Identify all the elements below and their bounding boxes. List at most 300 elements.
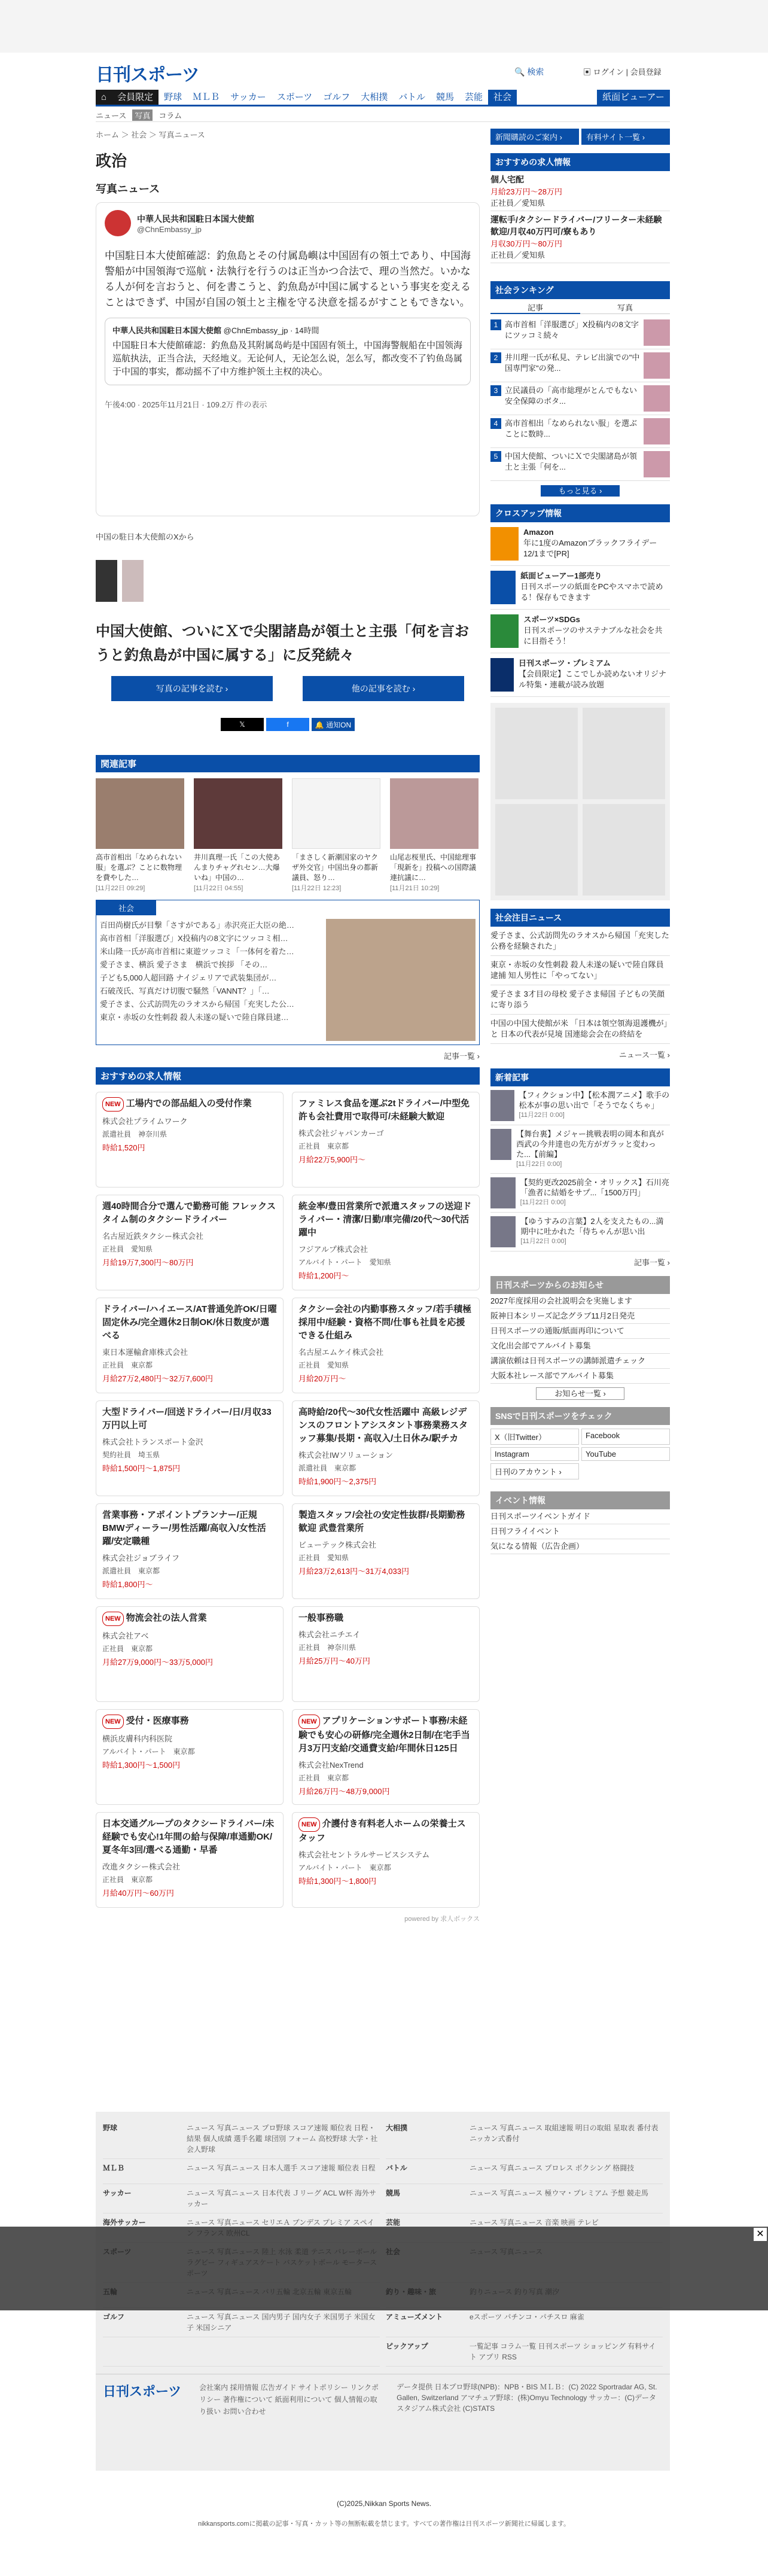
job-type: 正社員 東京都	[102, 1361, 153, 1369]
job-card[interactable]	[292, 1195, 480, 1290]
global-nav	[96, 90, 670, 106]
job-card[interactable]	[96, 1709, 284, 1805]
ranking-text: 高市首相「洋服選び」X投稿内の8文字にツッコミ続々	[505, 320, 639, 340]
list-item[interactable]: 東京・赤坂の女性刺殺 殺人未遂の疑いで陸自隊員逮捕 知人男性に「やってない」	[490, 956, 670, 985]
gnav-item[interactable]: スポーツ	[276, 92, 313, 102]
footer-group-title[interactable]: 海外サッカー	[103, 2218, 146, 2227]
job-type: 正社員 神奈川県	[298, 1643, 356, 1652]
cross-image	[490, 658, 514, 692]
tweet-meta: 午後4:00 · 2025年11月21日 · 109.2万 件の表示	[105, 400, 267, 409]
social-news-title: 社会注目ニュース	[490, 909, 670, 927]
job-card[interactable]	[96, 1400, 284, 1496]
cross-image	[490, 614, 519, 648]
footer-group-links[interactable]: ニュース 写真ニュース 日本代表 Ｊリーグ ACL W杯 海外サッカー	[187, 2189, 377, 2208]
cross-item-text: 日刊スポーツのサステナブルな社会を共に目指そう！	[523, 626, 663, 645]
social-image[interactable]	[326, 919, 476, 1041]
top-ad-area	[0, 0, 768, 53]
job-pay: 時給1,300円〜1,500円	[102, 1761, 181, 1770]
job-type: アルバイト・パート 東京都	[102, 1747, 195, 1756]
job-title: 高時給/20代〜30代女性活躍中 高級レジデンスのフロントアシスタント事務業務スタッフ募集/長期・高収入/土日休み/駅チカ	[298, 1407, 468, 1444]
list-item[interactable]: 中国の中国大使館が米 「日本は領空領海退護機が」と 日本の代表が見境 国連総会会在の終結を	[490, 1015, 670, 1044]
copyright: (C)2025,Nikkan Sports News.	[336, 2499, 432, 2508]
tab-social[interactable]: 社会	[96, 900, 156, 915]
ranking-title: 社会ランキング	[490, 281, 670, 299]
job-card[interactable]	[96, 1812, 284, 1908]
related-card-title: 山尾志桜里氏、中国総理事「現新を」投稿への国際議連抗議に…	[390, 853, 477, 882]
copyright-notice: nikkansports.comに掲載の記事・写真・カット等の無断転載を禁じます。すべての著作権は日刊スポーツ新聞社に帰属します。	[197, 2520, 571, 2528]
new-arrivals-title: 新着記事	[490, 1068, 670, 1086]
footer-group-links[interactable]	[187, 2341, 380, 2362]
info-item[interactable]: 2027年度採用の会社説明会を実施します	[490, 1294, 670, 1309]
read-photo-article-button[interactable]: 写真の記事を読む ›	[111, 676, 273, 701]
list-item[interactable]: 石破茂氏、写真だけ切腹で騒然「VANNT？」「…	[100, 986, 270, 995]
list-item[interactable]: 愛子さま、公式訪問先のラオスから帰国「充実した公務を経験された」	[490, 927, 670, 956]
youtube-link[interactable]: YouTube	[581, 1447, 670, 1461]
news-date: [11月22日 0:00]	[520, 1199, 566, 1206]
job-type: 正社員 東京都	[298, 1774, 349, 1782]
footer-group-links[interactable]: ニュース 写真ニュース プロレス ボクシング 格闘技	[470, 2164, 635, 2172]
news-title: 【契約更改2025前全・オリックス】石川亮「漁者に結婚をサプ...「1500万円」	[520, 1178, 669, 1197]
list-item[interactable]: 子ども5,000人超回路 ナイジェリアで武装集団が…	[100, 973, 277, 982]
job-type: 正社員 東京都	[298, 1142, 349, 1150]
photo-thumbnails	[96, 560, 480, 602]
gnav-item[interactable]: バトル	[398, 92, 425, 102]
related-image	[194, 778, 282, 849]
job-title: NEW 介護付き有料老人ホームの栄養士スタッフ	[298, 1819, 466, 1843]
job-pay: 月給22万5,900円〜	[298, 1155, 365, 1164]
job-type: アルバイト・パート 愛知県	[298, 1258, 391, 1266]
job-title: NEW 物流会社の法人営業	[102, 1612, 277, 1626]
facebook-share-button[interactable]: f	[266, 718, 309, 731]
search-link[interactable]: 🔍 検索	[514, 67, 544, 77]
list-item[interactable]: 百田尚樹氏が目撃「さすがである」赤沢亮正大臣の絶…	[100, 921, 295, 930]
jobs-grid	[96, 1092, 480, 1908]
footer-group-title[interactable]: 野球	[103, 2124, 118, 2132]
info-more-button[interactable]: お知らせ一覧 ›	[536, 1387, 624, 1400]
job-title: ファミレス食品を運ぶ2tドライバー/中型免許も会社費用で取得可/未経験大歓迎	[298, 1098, 470, 1122]
side-job[interactable]	[490, 171, 670, 211]
news-item[interactable]	[490, 1125, 670, 1174]
x-share-button[interactable]: 𝕏	[221, 718, 264, 731]
job-type: 契約社員 埼玉県	[102, 1451, 160, 1459]
job-type: 正社員 東京都	[102, 1645, 153, 1653]
ranking-text: 高市首相出「なめられない服」を選ぶことに数時...	[505, 419, 638, 439]
photo-caption: 中国の駐日本大使館のXから	[96, 532, 194, 541]
home-icon[interactable]: ⌂	[96, 90, 112, 105]
job-pay: 時給1,900円〜2,375円	[298, 1477, 377, 1486]
footer-group	[386, 2308, 663, 2337]
footer-group-title[interactable]: ピックアップ	[386, 2342, 428, 2350]
job-company: 株式会社プライムワーク	[102, 1117, 188, 1126]
news-date: [11月22日 0:00]	[520, 1238, 566, 1245]
news-image	[490, 1090, 514, 1121]
job-pay: 時給1,300円〜1,800円	[298, 1877, 377, 1886]
avatar	[105, 210, 131, 236]
powered-by[interactable]: powered by 求人ボックス	[404, 1916, 480, 1923]
gnav-item[interactable]: 大相撲	[361, 92, 388, 102]
footer-group-links[interactable]: ニュース 写真ニュース 音楽 映画 テレビ	[470, 2218, 599, 2227]
news-title: 【ゆうすみの言葉】2人を支えたもの...満期中に吐かれた「侍ちゃんが思い出	[520, 1217, 664, 1236]
job-type: 正社員 愛知県	[298, 1554, 349, 1562]
related-image	[292, 778, 380, 849]
job-card[interactable]	[96, 1195, 284, 1290]
job-company: 名古屋近鉄タクシー株式会社	[102, 1232, 204, 1241]
job-card[interactable]	[292, 1298, 480, 1393]
news-item[interactable]	[490, 1213, 670, 1252]
job-pay: 月給20万円〜	[298, 1374, 346, 1383]
news-title: 【フィクション中】【松本潤アニメ】歌手の松本が事の思い出で「そうでなくちゃ」	[519, 1091, 670, 1110]
job-type: 正社員 愛知県	[298, 1361, 349, 1369]
footer-bottom	[96, 2374, 670, 2425]
tweet-text: 中国駐日本大使館確認：釣魚島とその付属島嶼は中国固有の領土であり、中国海警船が中国領海で巡航・法執行を行うのは正当かつ合法で、理の当然だ。いかなる人が何を言おうと、何を書こうと、釣魚島が中国に属するという事実を変えることはできず、中国が自国の領土と主権を守る決意を揺るがすこともできない。	[105, 250, 471, 308]
job-title: 統金率/豊田営業所で派遣スタッフの送迎ドライバー・清潔/日勤/車完備/20代〜30代活躍中	[298, 1201, 472, 1238]
list-item[interactable]: 高市首相「洋服選び」X投稿内の8文字にツッコミ相…	[100, 934, 288, 943]
tweet-name: 中華人民共和国駐日本国大使館	[137, 214, 254, 224]
ranking-image	[644, 319, 670, 346]
data-credits: データ提供 日本プロ野球(NPB)：NPB・BIS ＭＬＢ：(C) 2022 Sportradar AG, St. Gallen, Switzerland アマチュア野球：(株)Omyu Technology サッカー：(C)データスタジアム株式会社 (C)STATS	[397, 2383, 657, 2413]
footer-group	[386, 2119, 663, 2159]
job-title: 週40時間合分で選んで勤務可能 フレックスタイム制のタクシードライバー	[102, 1201, 276, 1225]
job-type: 正社員 東京都	[102, 1875, 153, 1884]
job-company: 株式会社IWソリューション	[298, 1451, 393, 1460]
ranking-image	[644, 451, 670, 477]
job-title: 製造スタッフ/会社の安定性抜群/長期勤務歓迎 武豊営業所	[298, 1510, 465, 1533]
job-type: 派遣社員 神奈川県	[102, 1130, 167, 1138]
subscription-button[interactable]: 新聞購読のご案内 ›	[490, 129, 579, 145]
cross-item-title: スポーツ×SDGs	[523, 615, 580, 624]
footer-group-links[interactable]: eスポーツ パチンコ・パチスロ 麻雀	[470, 2313, 584, 2321]
related-card[interactable]	[96, 778, 184, 893]
related-image	[390, 778, 479, 849]
article-list-link[interactable]: 記事一覧 ›	[634, 1258, 670, 1267]
account-link[interactable]: 日刊のアカウント ›	[490, 1463, 579, 1479]
ranking-text: 井川理一氏が私見、テレビ出演での"中国専門家"の発...	[505, 353, 640, 373]
share-buttons	[96, 718, 480, 731]
cross-item[interactable]	[490, 522, 670, 566]
ranking-image	[644, 418, 670, 444]
job-card[interactable]	[96, 1092, 284, 1187]
site-header	[96, 57, 670, 86]
article-list-link[interactable]: 記事一覧 ›	[444, 1052, 480, 1061]
overlay-ad[interactable]	[0, 2227, 768, 2310]
read-other-articles-button[interactable]: 他の記事を読む ›	[303, 676, 464, 701]
footer-group-title[interactable]: アミューズメント	[386, 2313, 443, 2321]
gnav-item[interactable]: 紙面ビューアー	[597, 90, 670, 105]
related-card[interactable]	[390, 778, 479, 893]
ad-block[interactable]	[490, 703, 670, 900]
related-card-title: 高市首相出「なめられない服」を選ぶ？ことに数物理を費やした…	[96, 853, 182, 882]
quote-text: 中国駐日本大使館確認：釣魚島及其附属岛屿是中国固有领土，中国海警舰船在中国领海巡航执法，正当合法，天经地义。无论何人，无论怎么说，怎么写，都改变不了钓鱼岛属于中国的事实，都动摇不了中方维护领土主权的决心。	[112, 340, 463, 377]
main-column	[96, 129, 480, 1923]
ranking-image	[644, 352, 670, 379]
job-type: アルバイト・パート 東京都	[298, 1864, 391, 1872]
footer-logo[interactable]: 日刊スポーツ	[103, 2385, 182, 2400]
job-card[interactable]	[292, 1400, 480, 1496]
footer-group	[386, 2337, 663, 2367]
news-date: [11月22日 0:00]	[516, 1161, 562, 1168]
ranking-image	[644, 385, 670, 412]
footer-group-links[interactable]: ニュース 写真ニュース 日本人選手 スコア速報 順位表 日程	[187, 2164, 376, 2172]
tab-article[interactable]: 記事	[490, 302, 580, 314]
sns-buttons	[490, 1425, 670, 1483]
gnav-item[interactable]: サッカー	[230, 92, 266, 102]
job-pay: 月給25万円〜40万円	[298, 1657, 370, 1665]
cross-item-title: 日刊スポーツ・プレミアム	[518, 659, 611, 668]
gnav-item[interactable]: 競馬	[435, 92, 454, 102]
job-pay: 時給1,800円〜	[102, 1580, 153, 1589]
subnav-item-active[interactable]: 写真	[132, 109, 153, 121]
ranking-more-button[interactable]: もっと見る ›	[541, 485, 620, 497]
footer-group-title[interactable]: ＭＬＢ	[103, 2164, 125, 2172]
notify-button[interactable]: 🔔 通知ON	[312, 718, 355, 731]
gnav-item[interactable]: 野球	[164, 92, 182, 102]
related-card-title: 井川真理一氏「この大使あんまりチャグれセン…大爆いね」中国の…	[194, 853, 281, 882]
sub-nav	[96, 109, 670, 122]
ranking-item[interactable]: 1 高市首相「洋服選び」X投稿内の8文字にツッコミ続々	[490, 316, 670, 349]
job-title: NEW アプリケーションサポート事務/未経験でも安心の研修/完全週休2日制/在宅手当月3万円支給/交通費支給/年間休日125日	[298, 1716, 470, 1753]
new-badge: NEW	[102, 1715, 124, 1729]
quote-name: 中華人民共和国駐日本国大使館	[112, 326, 222, 335]
gnav-item[interactable]: 芸能	[464, 92, 483, 102]
job-card[interactable]	[292, 1092, 480, 1187]
side-job-pay: 月収30万円〜80万円	[490, 239, 562, 248]
job-title: タクシー会社の内勤事務スタッフ/若手積極採用中/経験・資格不問/仕事も社員を応援できる仕組み	[298, 1304, 472, 1341]
job-company: 株式会社ジャパンカーゴ	[298, 1129, 384, 1138]
cross-item[interactable]	[490, 566, 670, 610]
related-cards	[96, 778, 480, 893]
news-title: 【舞台裏】メジャー挑戦表明の岡本和真が西武の今井達也の先方がガラッと変わった...【前編】	[516, 1129, 664, 1159]
job-company: 改進タクシー株式会社	[102, 1862, 181, 1871]
tab-photo[interactable]: 写真	[580, 302, 670, 314]
side-job-type: 正社員／愛知県	[490, 251, 545, 260]
footer-group-links[interactable]: ニュース 写真ニュース プロ野球 スコア速報 順位表 日程・結果 個人成績 選手名鑑 球団別 フォーム 高校野球 大学・社会人野球	[187, 2124, 378, 2154]
job-company: 株式会社ニチエイ	[298, 1630, 361, 1639]
footer-group-links[interactable]: ニュース 写真ニュース 国内男子 国内女子 米国男子 米国女子 米国シニア	[187, 2313, 376, 2332]
news-image	[490, 1177, 516, 1208]
info-item[interactable]: 阪神日本シリーズ記念グラブ11月2日発売	[490, 1309, 670, 1324]
side-job-title: 個人宅配	[490, 175, 524, 184]
related-image	[96, 778, 184, 849]
job-company: 東日本運輸倉庫株式会社	[102, 1348, 188, 1357]
related-card[interactable]	[194, 778, 282, 893]
jobs-title: おすすめの求人情報	[96, 1067, 480, 1085]
thumbnail[interactable]	[122, 560, 144, 602]
breadcrumb[interactable]: ホーム ＞ 社会 ＞ 写真ニュース	[96, 130, 205, 139]
job-title: 日本交通グループのタクシードライバー/未経験でも安心!1年間の給与保障/車通勤OK/夏冬年3回/選べる通勤・早番	[102, 1819, 275, 1855]
embedded-tweet[interactable]	[96, 202, 480, 516]
quote-handle: @ChnEmbassy_jp · 14時間	[223, 326, 319, 335]
job-title: NEW 工場内での部品組入の受付作業	[102, 1097, 277, 1112]
job-card[interactable]	[96, 1298, 284, 1393]
footer-group	[103, 2184, 380, 2213]
job-card[interactable]	[292, 1606, 480, 1702]
footer-group-title[interactable]: 大相撲	[386, 2124, 408, 2132]
info-title: 日刊スポーツからのお知らせ	[490, 1276, 670, 1294]
job-company: 横浜皮膚科内科医院	[102, 1734, 173, 1743]
event-item[interactable]: 日刊スポーツイベントガイド	[490, 1509, 670, 1524]
close-icon[interactable]: ✕	[754, 2228, 767, 2241]
news-image	[490, 1216, 516, 1247]
info-item[interactable]: 文化出会部でアルバイト募集	[490, 1339, 670, 1354]
job-type: 派遣社員 東京都	[102, 1567, 160, 1575]
job-company: 株式会社アベ	[102, 1631, 149, 1640]
login-links[interactable]: ▣ ログイン | 会員登録	[583, 68, 662, 77]
footer-group	[103, 2308, 380, 2337]
job-title: 一般事務職	[298, 1613, 344, 1623]
job-type: 正社員 愛知県	[102, 1245, 153, 1253]
event-item[interactable]: 日刊フライイベント	[490, 1524, 670, 1539]
job-card[interactable]	[96, 1503, 284, 1599]
job-pay: 月給27万9,000円〜33万5,000円	[102, 1658, 213, 1667]
footer-group-title[interactable]: 競馬	[386, 2189, 401, 2197]
footer-group	[103, 2159, 380, 2184]
related-card-title: 「まさしく新潮国家のヤクザ外交官」中国出身の都新議員、怒り…	[292, 853, 379, 882]
list-item[interactable]: 愛子さま、公式訪問先のラオスから帰国「充実した公…	[100, 1000, 294, 1009]
quoted-tweet[interactable]	[105, 318, 471, 385]
login-icon: ▣	[583, 68, 593, 77]
new-badge: NEW	[298, 1817, 320, 1832]
side-job-title: 運転手/タクシードライバー/フリーター未経験歓迎/月収40万円可/寮もあり	[490, 215, 662, 236]
job-title: 営業事務・アポイントプランナー/正規BMWディーラー/男性活躍/高収入/女性活躍/安定職種	[102, 1510, 266, 1546]
cross-item-title: 紙面ビューアー1部売り	[520, 571, 602, 580]
gnav-item[interactable]: ＭＬＢ	[193, 92, 220, 102]
related-title: 関連記事	[96, 755, 480, 772]
related-card-date: [11月22日 04:55]	[194, 885, 243, 892]
footer-group	[103, 2337, 380, 2367]
job-type: 派遣社員 東京都	[298, 1464, 356, 1472]
job-pay: 月給23万2,613円〜31万4,033円	[298, 1567, 409, 1576]
job-pay: 時給1,500円〜1,875円	[102, 1464, 181, 1473]
footer-group-links[interactable]: ニュース 写真ニュース セリエＡ ブンデス プレミア スペイ	[187, 2218, 374, 2227]
gnav-item[interactable]: 会員限定	[112, 90, 159, 105]
subnav-item[interactable]: ニュース	[96, 111, 127, 120]
new-badge: NEW	[102, 1612, 124, 1626]
job-card[interactable]	[292, 1709, 480, 1805]
job-card[interactable]	[96, 1606, 284, 1702]
tweet-user	[105, 210, 471, 236]
footer-group	[103, 2119, 380, 2159]
footer-group-title[interactable]	[103, 2341, 187, 2362]
side-jobs-title: おすすめの求人情報	[490, 153, 670, 171]
cross-item[interactable]	[490, 610, 670, 653]
news-image	[490, 1129, 511, 1160]
footer-group-title[interactable]: バトル	[386, 2164, 407, 2172]
cross-title: クロスアップ情報	[490, 504, 670, 522]
related-card-date: [11月22日 09:29]	[96, 885, 145, 892]
info-item[interactable]: 講演依頼は日刊スポーツの講師派遣チェック	[490, 1354, 670, 1369]
ranking-text: 立民議員の「高市総理がとんでもない安全保障のボタ...	[505, 386, 638, 406]
footer-links[interactable]: 会社案内 採用情報 広告ガイド サイトポリシー リンクポリシー 著作権について 紙面利用について 個人情報の取り扱い お問い合わせ	[199, 2383, 379, 2416]
job-pay: 時給1,520円	[102, 1143, 145, 1152]
job-pay: 月給40万円〜60万円	[102, 1889, 174, 1898]
search-icon: 🔍	[514, 67, 528, 77]
info-item[interactable]: 日刊スポーツの通販/紙面再印について	[490, 1324, 670, 1339]
job-pay: 時給1,200円〜	[298, 1271, 349, 1280]
job-card[interactable]	[292, 1812, 480, 1908]
job-company: フジアルプ株式会社	[298, 1245, 368, 1254]
x-link[interactable]: X（旧Twitter）	[490, 1429, 579, 1445]
gnav-item-active[interactable]: 社会	[488, 90, 517, 105]
cross-image	[490, 571, 516, 604]
related-card[interactable]	[292, 778, 380, 893]
cross-item-text: 【会員限定】ここでしか読めないオリジナル特集・連載が読み放題	[518, 669, 666, 689]
job-company: 株式会社NexTrend	[298, 1761, 364, 1770]
footer-group-links[interactable]: ニュース 写真ニュース 取組速報 明日の取組 星取表 番付表 ニッカン式番付	[470, 2124, 659, 2143]
subnav-item[interactable]: コラム	[159, 111, 182, 120]
ranking-text: 中国大使館、ついにＸで尖閣諸島が領土と主張「何を...	[505, 452, 638, 471]
page-title: 政治	[96, 152, 127, 170]
info-item[interactable]: 大阪本社レース部でアルバイト募集	[490, 1369, 670, 1384]
cross-item-text: 年に1度のAmazonブラックフライデー 12/1まで[PR]	[523, 538, 665, 558]
list-item[interactable]: 東京・赤坂の女性刺殺 殺人未遂の疑いで陸自隊員逮…	[100, 1013, 289, 1022]
footer-group-links[interactable]: ニュース 写真ニュース 極ウマ・プレミアム 予想 競走馬	[470, 2189, 648, 2197]
list-item[interactable]: 愛子さま、横浜 愛子さま 横浜で挨拶 「その…	[100, 960, 268, 969]
job-pay: 月給19万7,300円〜80万円	[102, 1258, 194, 1267]
job-company: 株式会社トランスポート金沢	[102, 1438, 203, 1447]
section-title: 写真ニュース	[96, 183, 160, 195]
footer-group-title[interactable]: サッカー	[103, 2189, 132, 2197]
cross-image	[490, 527, 519, 561]
tweet-handle: @ChnEmbassy_jp	[137, 224, 202, 234]
list-item[interactable]: 愛子さま 3才目の母校 愛子さま帰国 子どもの笑顔に寄り添う	[490, 985, 670, 1015]
ranking-item[interactable]: 2 井川理一氏が私見、テレビ出演での"中国専門家"の発...	[490, 349, 670, 382]
side-job[interactable]	[490, 211, 670, 263]
side-job-type: 正社員／愛知県	[490, 199, 545, 208]
job-card[interactable]	[292, 1503, 480, 1599]
job-company: ビューテック株式会社	[298, 1540, 377, 1549]
news-item[interactable]	[490, 1174, 670, 1213]
news-item[interactable]	[490, 1086, 670, 1125]
footer-group-links[interactable]: 一覧記事 コラム一覧 日刊スポーツ ショッピング 有料サイト アプリ RSS	[470, 2342, 656, 2361]
news-date: [11月22日 0:00]	[519, 1112, 565, 1119]
event-item[interactable]: 気になる情報（広告企画）	[490, 1539, 670, 1554]
related-card-date: [11月22日 12:23]	[292, 885, 342, 892]
facebook-link[interactable]: Facebook	[581, 1429, 670, 1445]
job-company: 名古屋エムケイ株式会社	[298, 1348, 384, 1357]
job-pay: 月給26万円〜48万9,000円	[298, 1787, 390, 1796]
paid-sites-button[interactable]: 有料サイト一覧 ›	[581, 129, 670, 145]
cross-item-title: Amazon	[523, 528, 554, 537]
footer-group	[386, 2159, 663, 2184]
gnav-item[interactable]: ゴルフ	[323, 92, 351, 102]
job-company: 株式会社セントラルサービスシステム	[298, 1850, 430, 1859]
ranking-item[interactable]: 5 中国大使館、ついにＸで尖閣諸島が領土と主張「何を...	[490, 448, 670, 481]
sns-title: SNSで日刊スポーツをチェック	[490, 1407, 670, 1425]
article-buttons	[96, 676, 480, 701]
thumbnail[interactable]	[96, 560, 117, 602]
cross-item[interactable]	[490, 653, 670, 697]
site-logo[interactable]: 日刊スポーツ	[96, 65, 199, 86]
list-item[interactable]: 米山隆一氏が高市首相に東遊ツッコミ「一体何を着た…	[100, 947, 294, 956]
footer-group-title[interactable]: ゴルフ	[103, 2313, 125, 2321]
side-job-pay: 月給23万円〜28万円	[490, 187, 562, 196]
job-pay: 月給27万2,480円〜32万7,600円	[102, 1374, 213, 1383]
event-title: イベント情報	[490, 1491, 670, 1509]
instagram-link[interactable]: Instagram	[490, 1447, 579, 1461]
new-badge: NEW	[298, 1715, 320, 1729]
ranking-item[interactable]: 3 立民議員の「高市総理がとんでもない安全保障のボタ...	[490, 382, 670, 415]
new-badge: NEW	[102, 1097, 124, 1112]
job-title: NEW 受付・医療事務	[102, 1715, 277, 1729]
cross-item-text: 日刊スポーツの紙面をPCやスマホで読める！保存もできます	[520, 582, 663, 602]
footer-group-title[interactable]: 芸能	[386, 2218, 401, 2227]
social-list	[100, 919, 320, 1041]
ranking-item[interactable]: 4 高市首相出「なめられない服」を選ぶことに数時...	[490, 415, 670, 448]
news-list-link[interactable]: ニュース一覧 ›	[618, 1051, 670, 1059]
footer-group	[386, 2184, 663, 2213]
job-title: ドライバー/ハイエース/AT普通免許OK/日曜固定休み/完全週休2日制OK/休日数度が選べる	[102, 1304, 277, 1341]
job-title: 大型ドライバー/回送ドライバー/日/月収33万円以上可	[102, 1407, 272, 1430]
